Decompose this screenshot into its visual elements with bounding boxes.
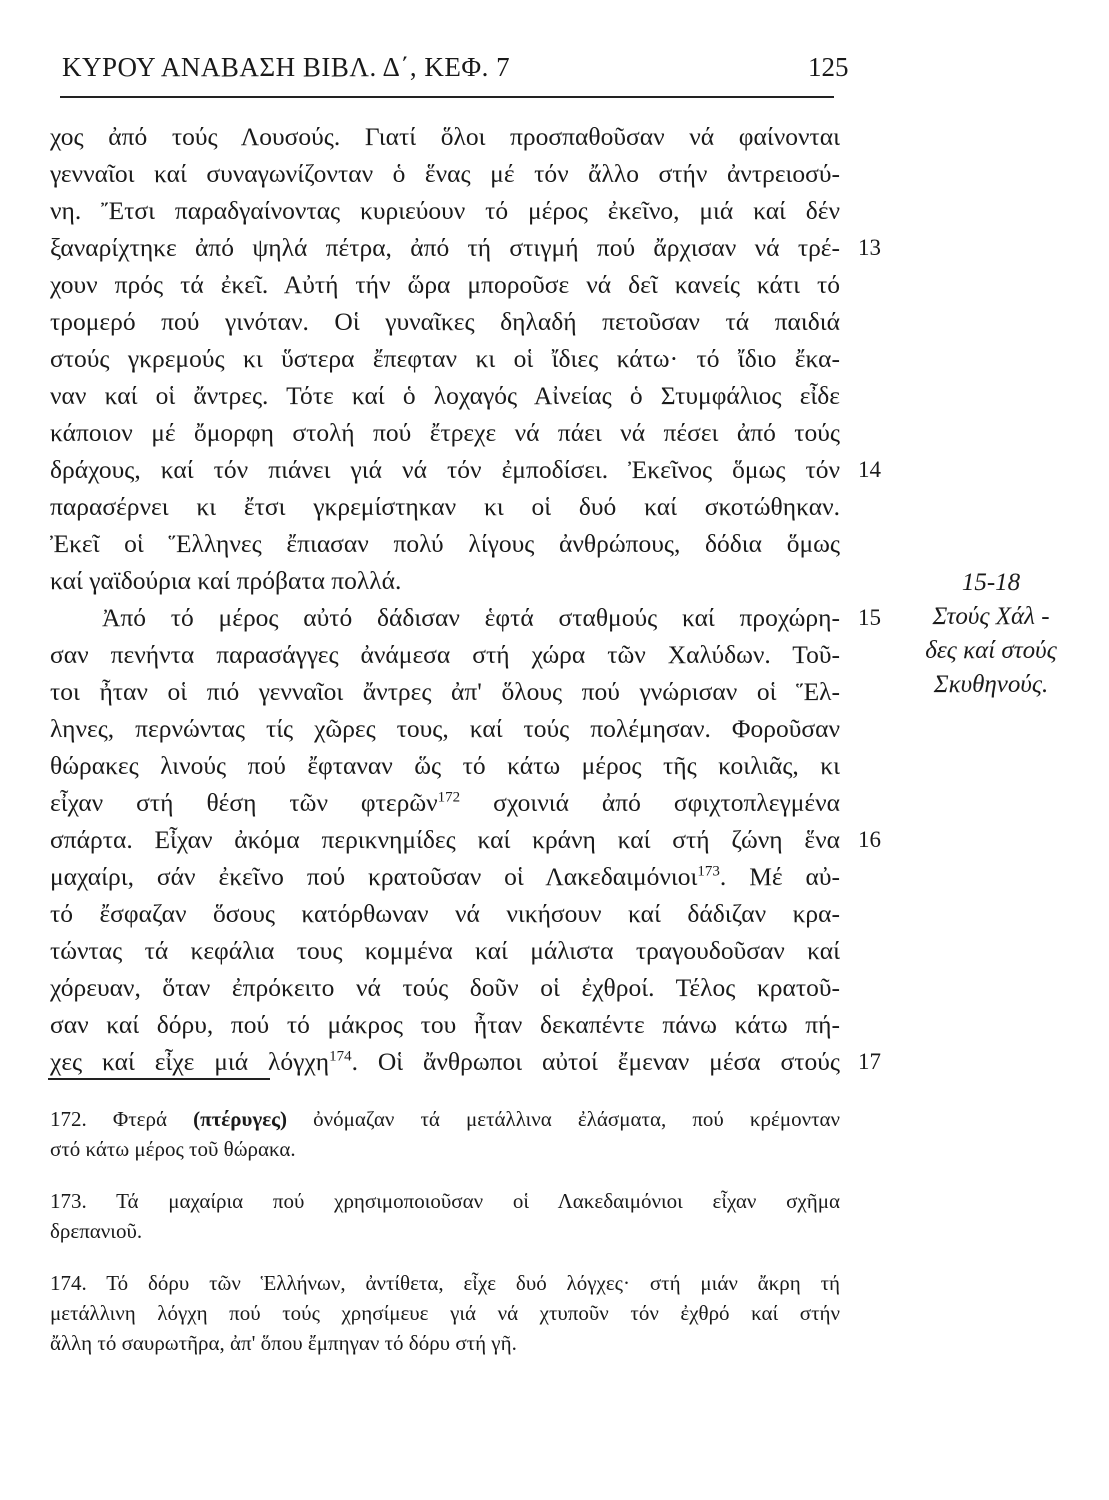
body-line: νη. Ἔτσι παραδγαίνοντας κυριεύουν τό μέρος ἐκεῖνο, μιά καί δέν bbox=[50, 196, 840, 225]
body-line: χόρευαν, ὅταν ἐπρόκειτο νά τούς δοῦν οἱ ἐχθροί. Τέλος κρατοῦ- bbox=[50, 973, 840, 1002]
side-note-line: Σκυθηνούς. bbox=[933, 671, 1049, 698]
footnote-174 bbox=[50, 1268, 840, 1358]
page-number: 125 bbox=[808, 52, 849, 82]
footnote-rule bbox=[48, 1078, 270, 1080]
footnote-ref-173: 173 bbox=[697, 863, 720, 880]
footnote-line: 173. Τά μαχαίρια πού χρησιμοποιοῦσαν οἱ Λακεδαιμόνιοι εἶχαν σχῆμα bbox=[50, 1189, 840, 1213]
body-line bbox=[50, 1045, 840, 1079]
header-rule bbox=[60, 96, 834, 98]
body-line: ναν καί οἱ ἄντρες. Τότε καί ὁ λοχαγός Αἰνείας ὁ Στυμφάλιος εἶδε bbox=[50, 381, 840, 410]
footnote-line: 174. Τό δόρυ τῶν Ἑλλήνων, ἀντίθετα, εἶχε δυό λόγχες· στή μιάν ἄκρη τή bbox=[50, 1271, 840, 1295]
line-text: μαχαίρι, σάν ἐκεῖνο πού κρατοῦσαν οἱ Λακεδαιμόνιοι bbox=[50, 862, 698, 891]
footnote-ref-174: 174 bbox=[329, 1048, 352, 1065]
body-line: δράχους, καί τόν πιάνει γιά νά τόν ἐμποδίσει. Ἐκεῖνος ὅμως τόν bbox=[50, 455, 840, 484]
body-line: τρομερό πού γινόταν. Οἱ γυναῖκες δηλαδή πετοῦσαν τά παιδιά bbox=[50, 307, 840, 336]
body-line: στούς γκρεμούς κι ὕστερα ἔπεφταν κι οἱ ἴδιες κάτω· τό ἴδιο ἔκα- bbox=[50, 344, 840, 373]
body-line bbox=[50, 860, 840, 894]
line-text-after: . Οἱ ἄνθρωποι αὐτοί ἔμεναν μέσα στούς bbox=[351, 1047, 840, 1076]
body-line: τοι ἦταν οἱ πιό γενναῖοι ἄντρες ἀπ' ὅλους πού γνώρισαν οἱ Ἕλ- bbox=[50, 677, 840, 706]
body-line: τώντας τά κεφάλια τους κομμένα καί μάλιστα τραγουδοῦσαν καί bbox=[50, 936, 840, 965]
body-line: σαν καί δόρυ, πού τό μάκρος του ἦταν δεκαπέντε πάνω κάτω πή- bbox=[50, 1010, 840, 1039]
footnote-line bbox=[50, 1104, 840, 1134]
footnote-text: Φτερά bbox=[112, 1107, 167, 1131]
section-number-15: 15 bbox=[858, 605, 881, 630]
footnote-ref-172: 172 bbox=[437, 789, 461, 806]
body-line bbox=[50, 786, 840, 820]
side-note-line: δες καί στούς bbox=[925, 637, 1057, 664]
body-line: ξαναρίχτηκε ἀπό ψηλά πέτρα, ἀπό τή στιγμή πού ἄρχισαν νά τρέ- bbox=[50, 233, 840, 262]
side-note bbox=[906, 566, 1076, 702]
body-line: χουν πρός τά ἐκεῖ. Αὐτή τήν ὥρα μποροῦσε νά δεῖ κανείς κάτι τό bbox=[50, 270, 840, 299]
side-note-line: Στούς Χάλ - bbox=[932, 603, 1050, 630]
footnote-text: 172. bbox=[50, 1107, 87, 1131]
footnote-line: ἄλλη τό σαυρωτῆρα, ἀπ' ὅπου ἔμπηγαν τό δόρυ στή γῆ. bbox=[50, 1331, 517, 1355]
footnote-line: μετάλλινη λόγχη πού τούς χρησίμευε γιά νά χτυποῦν τόν ἐχθρό καί στήν bbox=[50, 1301, 840, 1325]
footnotes bbox=[50, 1104, 840, 1358]
body-line: καί γαϊδούρια καί πρόβατα πολλά. bbox=[50, 566, 402, 595]
body-line: κάποιον μέ ὄμορφη στολή πού ἔτρεχε νά πάει νά πέσει ἀπό τούς bbox=[50, 418, 840, 447]
footnote-172 bbox=[50, 1104, 840, 1164]
body-line: Ἀπό τό μέρος αὐτό δάδισαν ἑφτά σταθμούς καί προχώρη- bbox=[102, 603, 840, 632]
body-line: παρασέρνει κι ἔτσι γκρεμίστηκαν κι οἱ δυό καί σκοτώθηκαν. bbox=[50, 492, 840, 521]
body-line: σαν πενήντα παρασάγγες ἀνάμεσα στή χώρα τῶν Χαλύδων. Τοῦ- bbox=[50, 640, 840, 669]
body-line: σπάρτα. Εἶχαν ἀκόμα περικνημίδες καί κράνη καί στή ζώνη ἕνα bbox=[50, 825, 840, 854]
footnote-line: στό κάτω μέρος τοῦ θώρακα. bbox=[50, 1137, 296, 1161]
section-number-14: 14 bbox=[858, 457, 881, 482]
line-text-after: . Μέ αὐ- bbox=[719, 862, 840, 891]
section-number-16: 16 bbox=[858, 827, 881, 852]
body-line: τό ἔσφαζαν ὅσους κατόρθωναν νά νικήσουν καί δάδιζαν κρα- bbox=[50, 899, 840, 928]
footnote-line: δρεπανιοῦ. bbox=[50, 1219, 143, 1243]
footnote-173 bbox=[50, 1186, 840, 1246]
footnote-bold-term: (πτέρυγες) bbox=[193, 1107, 288, 1131]
side-note-range: 15-18 bbox=[961, 569, 1021, 596]
section-number-13: 13 bbox=[858, 235, 881, 260]
body-line: γενναῖοι καί συναγωνίζονταν ὁ ἕνας μέ τόν ἄλλο στήν ἀντρειοσύ- bbox=[50, 159, 840, 188]
running-title: ΚΥΡΟΥ ΑΝΑΒΑΣΗ ΒΙΒΛ. Δ΄, ΚΕΦ. 7 bbox=[62, 52, 511, 82]
footnote-text: ὀνόμαζαν τά μετάλλινα ἐλάσματα, πού κρέμονταν bbox=[313, 1107, 841, 1131]
body-line: θώρακες λινούς πού ἔφταναν ὥς τό κάτω μέρος τῆς κοιλιᾶς, κι bbox=[50, 751, 840, 780]
body-line: χος ἀπό τούς Λουσούς. Γιατί ὅλοι προσπαθοῦσαν νά φαίνονται bbox=[50, 122, 840, 151]
line-text: χες καί εἶχε μιά λόγχη bbox=[50, 1047, 330, 1076]
body-line: Ἐκεῖ οἱ Ἕλληνες ἔπιασαν πολύ λίγους ἀνθρώπους, δόδια ὅμως bbox=[50, 529, 840, 558]
section-number-17: 17 bbox=[858, 1049, 881, 1074]
line-text: εἶχαν στή θέση τῶν φτερῶν bbox=[50, 788, 438, 817]
line-text-after: σχοινιά ἀπό σφιχτοπλεγμένα bbox=[460, 788, 840, 817]
body-line: ληνες, περνώντας τίς χῶρες τους, καί τούς πολέμησαν. Φοροῦσαν bbox=[50, 714, 840, 743]
